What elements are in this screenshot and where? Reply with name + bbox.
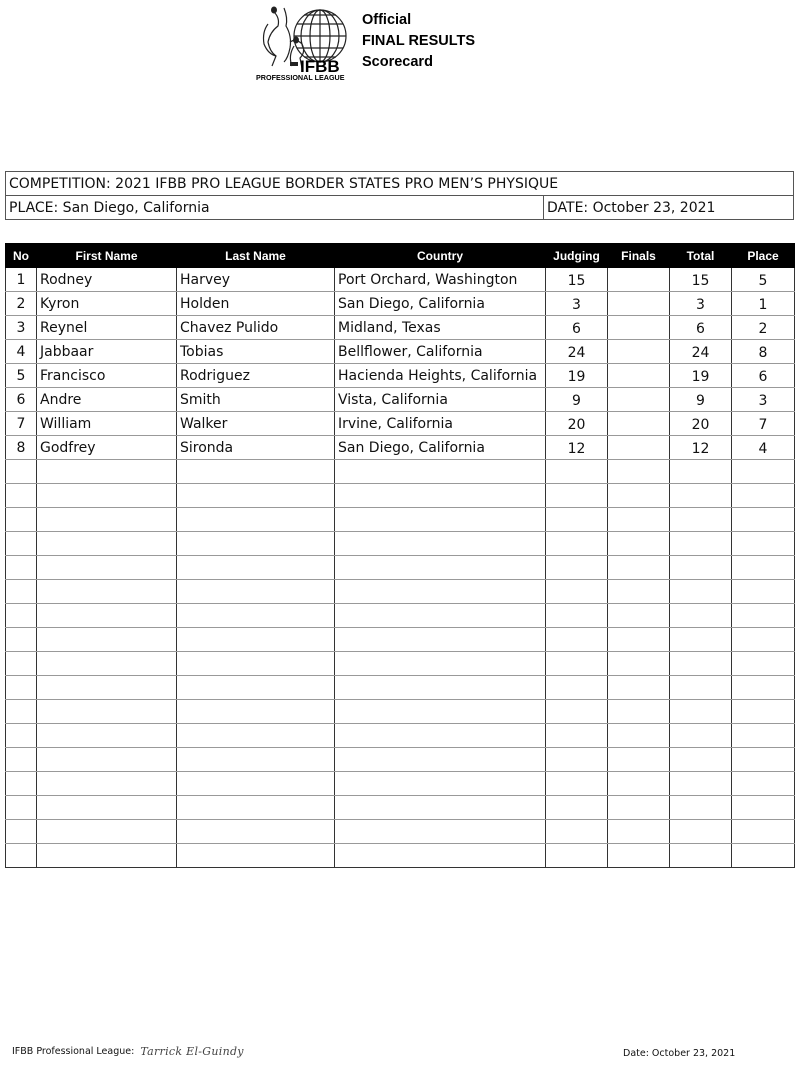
cell-judging: 19 [546,364,608,388]
empty-cell [670,508,732,532]
empty-cell [177,676,335,700]
cell-first-name: Andre [37,388,177,412]
empty-cell [670,772,732,796]
cell-no: 7 [6,412,37,436]
cell-place: 2 [732,316,795,340]
cell-finals [608,340,670,364]
empty-cell [546,772,608,796]
empty-cell [732,580,795,604]
table-row [6,292,795,316]
empty-table-row [6,460,795,484]
empty-cell [335,748,546,772]
empty-cell [546,796,608,820]
cell-last-name: Holden [177,292,335,316]
empty-cell [670,580,732,604]
empty-cell [670,700,732,724]
empty-table-row [6,820,795,844]
empty-table-row [6,508,795,532]
table-row [6,412,795,436]
empty-cell [608,652,670,676]
cell-place: 8 [732,340,795,364]
cell-place: 6 [732,364,795,388]
cell-first-name: William [37,412,177,436]
empty-cell [732,652,795,676]
empty-cell [177,844,335,868]
cell-country: San Diego, California [335,436,546,460]
empty-cell [608,772,670,796]
empty-cell [732,484,795,508]
cell-finals [608,436,670,460]
empty-cell [37,820,177,844]
empty-table-row [6,724,795,748]
empty-cell [670,676,732,700]
empty-cell [6,796,37,820]
empty-cell [6,556,37,580]
empty-cell [37,580,177,604]
empty-cell [6,604,37,628]
empty-cell [6,700,37,724]
cell-last-name: Sironda [177,436,335,460]
empty-cell [37,508,177,532]
col-header-last-name: Last Name [177,244,335,268]
scorecard-header [254,2,514,82]
cell-judging: 15 [546,268,608,292]
cell-place: 5 [732,268,795,292]
cell-no: 2 [6,292,37,316]
signature: Tarrick El-Guindy [140,1045,244,1058]
empty-cell [608,844,670,868]
table-row [6,364,795,388]
empty-cell [335,580,546,604]
footer-league-signature [12,1045,244,1058]
empty-cell [732,820,795,844]
empty-cell [37,484,177,508]
cell-judging: 9 [546,388,608,412]
cell-country: Bellflower, California [335,340,546,364]
empty-cell [6,628,37,652]
empty-cell [546,652,608,676]
empty-cell [732,628,795,652]
cell-first-name: Francisco [37,364,177,388]
empty-cell [670,460,732,484]
cell-finals [608,364,670,388]
empty-cell [37,772,177,796]
empty-cell [6,460,37,484]
svg-text:IFBB: IFBB [300,57,340,76]
empty-cell [670,844,732,868]
empty-cell [732,748,795,772]
empty-cell [335,844,546,868]
empty-table-row [6,700,795,724]
empty-cell [608,628,670,652]
empty-cell [177,748,335,772]
cell-country: Hacienda Heights, California [335,364,546,388]
empty-cell [608,748,670,772]
empty-cell [177,556,335,580]
empty-cell [6,748,37,772]
cell-judging: 24 [546,340,608,364]
empty-cell [608,604,670,628]
empty-cell [732,700,795,724]
empty-cell [546,676,608,700]
empty-cell [670,748,732,772]
empty-cell [335,460,546,484]
empty-cell [546,532,608,556]
empty-cell [335,484,546,508]
empty-cell [6,772,37,796]
empty-cell [37,604,177,628]
col-header-place: Place [732,244,795,268]
cell-finals [608,316,670,340]
cell-judging: 6 [546,316,608,340]
empty-cell [732,724,795,748]
empty-cell [732,604,795,628]
empty-cell [6,724,37,748]
empty-table-row [6,652,795,676]
cell-no: 1 [6,268,37,292]
competition-date: DATE: October 23, 2021 [544,196,794,220]
cell-country: Vista, California [335,388,546,412]
empty-cell [732,676,795,700]
cell-total: 3 [670,292,732,316]
cell-total: 19 [670,364,732,388]
empty-cell [37,532,177,556]
col-header-total: Total [670,244,732,268]
empty-cell [608,676,670,700]
title-official: Official [362,12,412,28]
empty-cell [37,676,177,700]
empty-cell [177,532,335,556]
empty-cell [335,532,546,556]
empty-table-row [6,604,795,628]
empty-cell [177,580,335,604]
empty-cell [335,556,546,580]
col-header-country: Country [335,244,546,268]
table-row [6,268,795,292]
empty-table-row [6,580,795,604]
empty-cell [37,652,177,676]
empty-table-row [6,796,795,820]
cell-no: 5 [6,364,37,388]
cell-total: 20 [670,412,732,436]
empty-cell [670,628,732,652]
empty-cell [608,484,670,508]
footer-league-label: IFBB Professional League: [12,1046,135,1057]
cell-no: 6 [6,388,37,412]
svg-text:PROFESSIONAL LEAGUE: PROFESSIONAL LEAGUE [256,73,345,82]
cell-finals [608,412,670,436]
empty-cell [6,676,37,700]
empty-table-row [6,676,795,700]
empty-cell [37,556,177,580]
cell-first-name: Kyron [37,292,177,316]
empty-cell [177,724,335,748]
empty-table-row [6,484,795,508]
empty-cell [608,508,670,532]
cell-total: 24 [670,340,732,364]
empty-cell [670,532,732,556]
empty-cell [335,724,546,748]
empty-cell [546,700,608,724]
col-header-finals: Finals [608,244,670,268]
competition-info-table [5,171,794,220]
cell-finals [608,268,670,292]
cell-no: 4 [6,340,37,364]
empty-cell [177,772,335,796]
empty-cell [335,796,546,820]
empty-cell [335,820,546,844]
empty-cell [335,628,546,652]
cell-first-name: Jabbaar [37,340,177,364]
cell-last-name: Chavez Pulido [177,316,335,340]
col-header-first-name: First Name [37,244,177,268]
empty-cell [608,796,670,820]
empty-cell [608,820,670,844]
empty-table-row [6,532,795,556]
empty-cell [37,844,177,868]
empty-cell [546,460,608,484]
empty-cell [335,508,546,532]
empty-cell [37,748,177,772]
cell-judging: 20 [546,412,608,436]
empty-cell [177,604,335,628]
ifbb-logo-icon [254,2,359,82]
cell-no: 3 [6,316,37,340]
empty-cell [670,484,732,508]
empty-cell [37,460,177,484]
cell-last-name: Harvey [177,268,335,292]
cell-finals [608,292,670,316]
title-final-results: FINAL RESULTS [362,33,476,49]
cell-place: 4 [732,436,795,460]
empty-cell [6,580,37,604]
empty-cell [546,604,608,628]
empty-cell [670,652,732,676]
empty-cell [608,700,670,724]
empty-cell [177,484,335,508]
empty-cell [732,532,795,556]
cell-first-name: Reynel [37,316,177,340]
empty-cell [37,628,177,652]
empty-cell [608,460,670,484]
empty-cell [670,604,732,628]
cell-total: 15 [670,268,732,292]
empty-cell [177,460,335,484]
cell-country: San Diego, California [335,292,546,316]
empty-cell [6,844,37,868]
empty-cell [546,508,608,532]
cell-last-name: Smith [177,388,335,412]
cell-country: Midland, Texas [335,316,546,340]
empty-cell [546,844,608,868]
empty-cell [335,676,546,700]
table-row [6,316,795,340]
empty-cell [6,652,37,676]
empty-cell [177,628,335,652]
empty-cell [732,844,795,868]
empty-cell [670,820,732,844]
results-table [5,243,795,868]
empty-cell [546,724,608,748]
empty-cell [546,628,608,652]
empty-cell [37,700,177,724]
empty-table-row [6,772,795,796]
cell-total: 6 [670,316,732,340]
empty-cell [177,796,335,820]
cell-country: Irvine, California [335,412,546,436]
empty-cell [546,556,608,580]
empty-cell [546,580,608,604]
cell-finals [608,388,670,412]
competition-place: PLACE: San Diego, California [6,196,544,220]
competition-name: COMPETITION: 2021 IFBB PRO LEAGUE BORDER STATES PRO MEN’S PHYSIQUE [6,172,794,196]
table-row [6,340,795,364]
empty-cell [608,724,670,748]
table-row [6,388,795,412]
cell-place: 1 [732,292,795,316]
cell-judging: 12 [546,436,608,460]
empty-cell [546,820,608,844]
empty-cell [177,700,335,724]
empty-cell [670,796,732,820]
title-scorecard: Scorecard [362,54,433,70]
cell-first-name: Godfrey [37,436,177,460]
empty-table-row [6,628,795,652]
empty-cell [732,796,795,820]
empty-cell [546,748,608,772]
col-header-no: No [6,244,37,268]
empty-cell [177,820,335,844]
empty-cell [6,484,37,508]
empty-cell [37,796,177,820]
cell-judging: 3 [546,292,608,316]
cell-place: 3 [732,388,795,412]
empty-cell [37,724,177,748]
cell-total: 12 [670,436,732,460]
cell-first-name: Rodney [37,268,177,292]
empty-cell [608,580,670,604]
empty-cell [6,508,37,532]
scorecard-title [362,10,475,73]
empty-cell [608,532,670,556]
empty-table-row [6,556,795,580]
empty-table-row [6,844,795,868]
cell-total: 9 [670,388,732,412]
empty-cell [670,724,732,748]
empty-cell [732,508,795,532]
empty-cell [732,460,795,484]
empty-cell [608,556,670,580]
empty-cell [335,772,546,796]
empty-table-row [6,748,795,772]
empty-cell [546,484,608,508]
empty-cell [177,652,335,676]
cell-last-name: Rodriguez [177,364,335,388]
empty-cell [335,652,546,676]
empty-cell [6,820,37,844]
cell-place: 7 [732,412,795,436]
cell-last-name: Tobias [177,340,335,364]
cell-no: 8 [6,436,37,460]
table-row [6,436,795,460]
empty-cell [732,772,795,796]
col-header-judging: Judging [546,244,608,268]
empty-cell [6,532,37,556]
results-header-row [6,244,795,268]
footer-date: Date: October 23, 2021 [623,1048,736,1059]
cell-last-name: Walker [177,412,335,436]
empty-cell [670,556,732,580]
empty-cell [732,556,795,580]
cell-country: Port Orchard, Washington [335,268,546,292]
empty-cell [177,508,335,532]
empty-cell [335,700,546,724]
empty-cell [335,604,546,628]
